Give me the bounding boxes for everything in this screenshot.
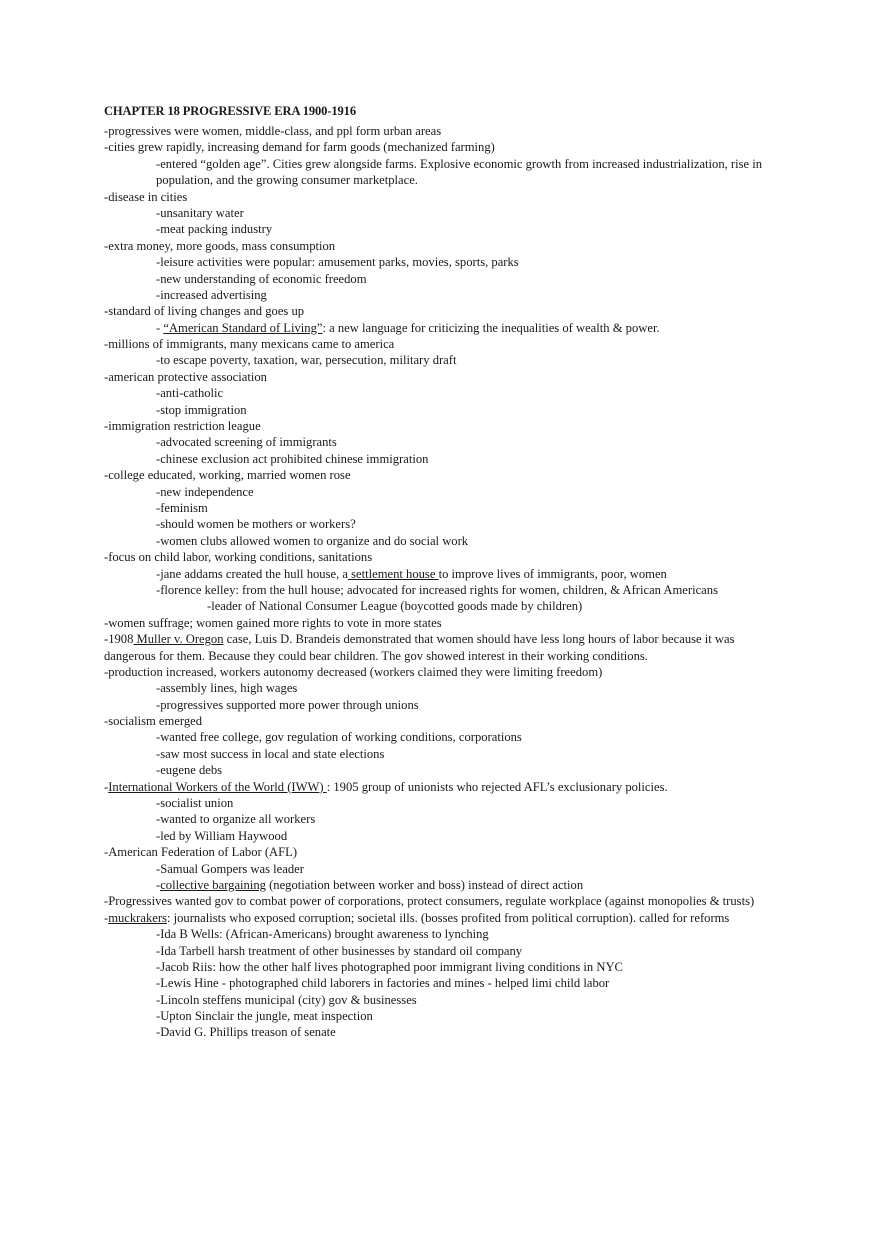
note-subline: -new understanding of economic freedom — [156, 271, 367, 286]
note-line: -women suffrage; women gained more rights to vote in more states — [104, 615, 442, 630]
note-line: -millions of immigrants, many mexicans came to america — [104, 337, 395, 352]
note-subline: -led by William Haywood — [156, 828, 288, 843]
note-subline: -assembly lines, high wages — [156, 681, 298, 696]
note-subline — [104, 877, 794, 893]
note-subline: -to escape poverty, taxation, war, persecution, military draft — [156, 353, 457, 368]
note-subline: -Lewis Hine - photographed child laborers in factories and mines - helped limi child labor — [156, 976, 610, 991]
note-subline: -David G. Phillips treason of senate — [156, 1025, 336, 1040]
note-text: (negotiation between worker and boss) instead of direct action — [265, 877, 584, 892]
note-line: -disease in cities — [104, 189, 188, 204]
note-subline: -chinese exclusion act prohibited chinese immigration — [156, 451, 429, 466]
note-line: -American Federation of Labor (AFL) — [104, 845, 298, 860]
note-text: -jane addams created the hull house, a — [156, 566, 348, 581]
note-subline: -feminism — [156, 500, 208, 515]
note-line: -focus on child labor, working conditions, sanitations — [104, 550, 373, 565]
note-subline: -wanted to organize all workers — [156, 812, 316, 827]
note-subline: -stop immigration — [156, 402, 247, 417]
note-line: -american protective association — [104, 369, 267, 384]
note-subline: -Ida B Wells: (African-Americans) brought awareness to lynching — [156, 927, 489, 942]
underlined-term: International Workers of the World (IWW) — [108, 779, 327, 794]
note-line: -progressives were women, middle-class, and ppl form urban areas — [104, 124, 442, 138]
note-subline: -eugene debs — [156, 763, 223, 778]
note-text: case, Luis D. Brandeis demonstrated that women should have less long hours of labor because it was — [223, 632, 735, 647]
notes-body — [104, 123, 794, 1041]
note-line: -immigration restriction league — [104, 419, 261, 434]
note-line: -standard of living changes and goes up — [104, 304, 305, 319]
note-subline: -socialist union — [156, 796, 234, 811]
note-subline: -should women be mothers or workers? — [156, 517, 356, 532]
note-subline: -entered “golden age”. Cities grew alongside farms. Explosive economic growth from increased industrialization, rise in — [156, 156, 763, 171]
note-text: : 1905 group of unionists who rejected AFL’s exclusionary policies. — [326, 779, 668, 794]
note-subline: -florence kelley: from the hull house; advocated for increased rights for women, children, & African Americans — [156, 582, 718, 597]
note-text: : a new language for criticizing the inequalities of wealth & power. — [322, 320, 660, 335]
underlined-term: muckrakers — [108, 910, 167, 925]
note-subline: -new independence — [156, 484, 254, 499]
note-subline: -women clubs allowed women to organize and do social work — [156, 533, 469, 548]
note-line — [104, 910, 794, 926]
note-subline — [104, 320, 794, 336]
note-subline: -progressives supported more power through unions — [156, 697, 419, 712]
note-line: -Progressives wanted gov to combat power of corporations, protect consumers, regulate workplace (against monopolies & trusts) — [104, 894, 755, 909]
note-subline: -Jacob Riis: how the other half lives photographed poor immigrant living conditions in NYC — [156, 959, 623, 974]
note-subline: -Upton Sinclair the jungle, meat inspection — [156, 1009, 373, 1024]
underlined-term: settlement house — [347, 566, 439, 581]
note-subline: -wanted free college, gov regulation of working conditions, corporations — [156, 730, 522, 745]
note-subline: -advocated screening of immigrants — [156, 435, 337, 450]
note-subline: -Samual Gompers was leader — [156, 861, 304, 876]
note-text: - — [156, 877, 161, 892]
note-subline: -Lincoln steffens municipal (city) gov & businesses — [156, 992, 417, 1007]
note-text: - — [104, 910, 109, 925]
note-line: -production increased, workers autonomy decreased (workers claimed they were limiting freedom) — [104, 664, 603, 679]
note-subline: -anti-catholic — [156, 386, 224, 401]
note-line: -cities grew rapidly, increasing demand for farm goods (mechanized farming) — [104, 140, 495, 155]
note-subline: population, and the growing consumer marketplace. — [156, 173, 418, 188]
note-subline: -Ida Tarbell harsh treatment of other businesses by standard oil company — [156, 943, 523, 958]
underlined-term: “American Standard of Living” — [163, 320, 323, 335]
note-subline: -leisure activities were popular: amusement parks, movies, sports, parks — [156, 255, 519, 270]
note-line: dangerous for them. Because they could bear children. The gov showed interest in their working conditions. — [104, 648, 648, 663]
note-text: to improve lives of immigrants, poor, women — [438, 566, 667, 581]
note-line: -college educated, working, married women rose — [104, 468, 351, 483]
note-text: - — [104, 779, 109, 794]
note-subline: -increased advertising — [156, 287, 267, 302]
note-line: -extra money, more goods, mass consumption — [104, 238, 336, 253]
note-subline: -unsanitary water — [156, 205, 244, 220]
note-text: : journalists who exposed corruption; societal ills. (bosses profited from political corruption). called for reforms — [166, 910, 730, 925]
note-text: -1908 — [104, 632, 134, 647]
underlined-term: collective bargaining — [160, 877, 266, 892]
note-line: -socialism emerged — [104, 714, 203, 729]
note-subsubline: -leader of National Consumer League (boycotted goods made by children) — [207, 599, 583, 614]
note-subline: -meat packing industry — [156, 222, 273, 237]
underlined-term: Muller v. Oregon — [133, 632, 224, 647]
note-subline: -saw most success in local and state elections — [156, 746, 385, 761]
chapter-title: CHAPTER 18 PROGRESSIVE ERA 1900-1916 — [104, 104, 356, 118]
note-line — [104, 631, 794, 647]
note-text: - — [156, 320, 164, 335]
note-subline — [104, 566, 794, 582]
note-line — [104, 779, 794, 795]
